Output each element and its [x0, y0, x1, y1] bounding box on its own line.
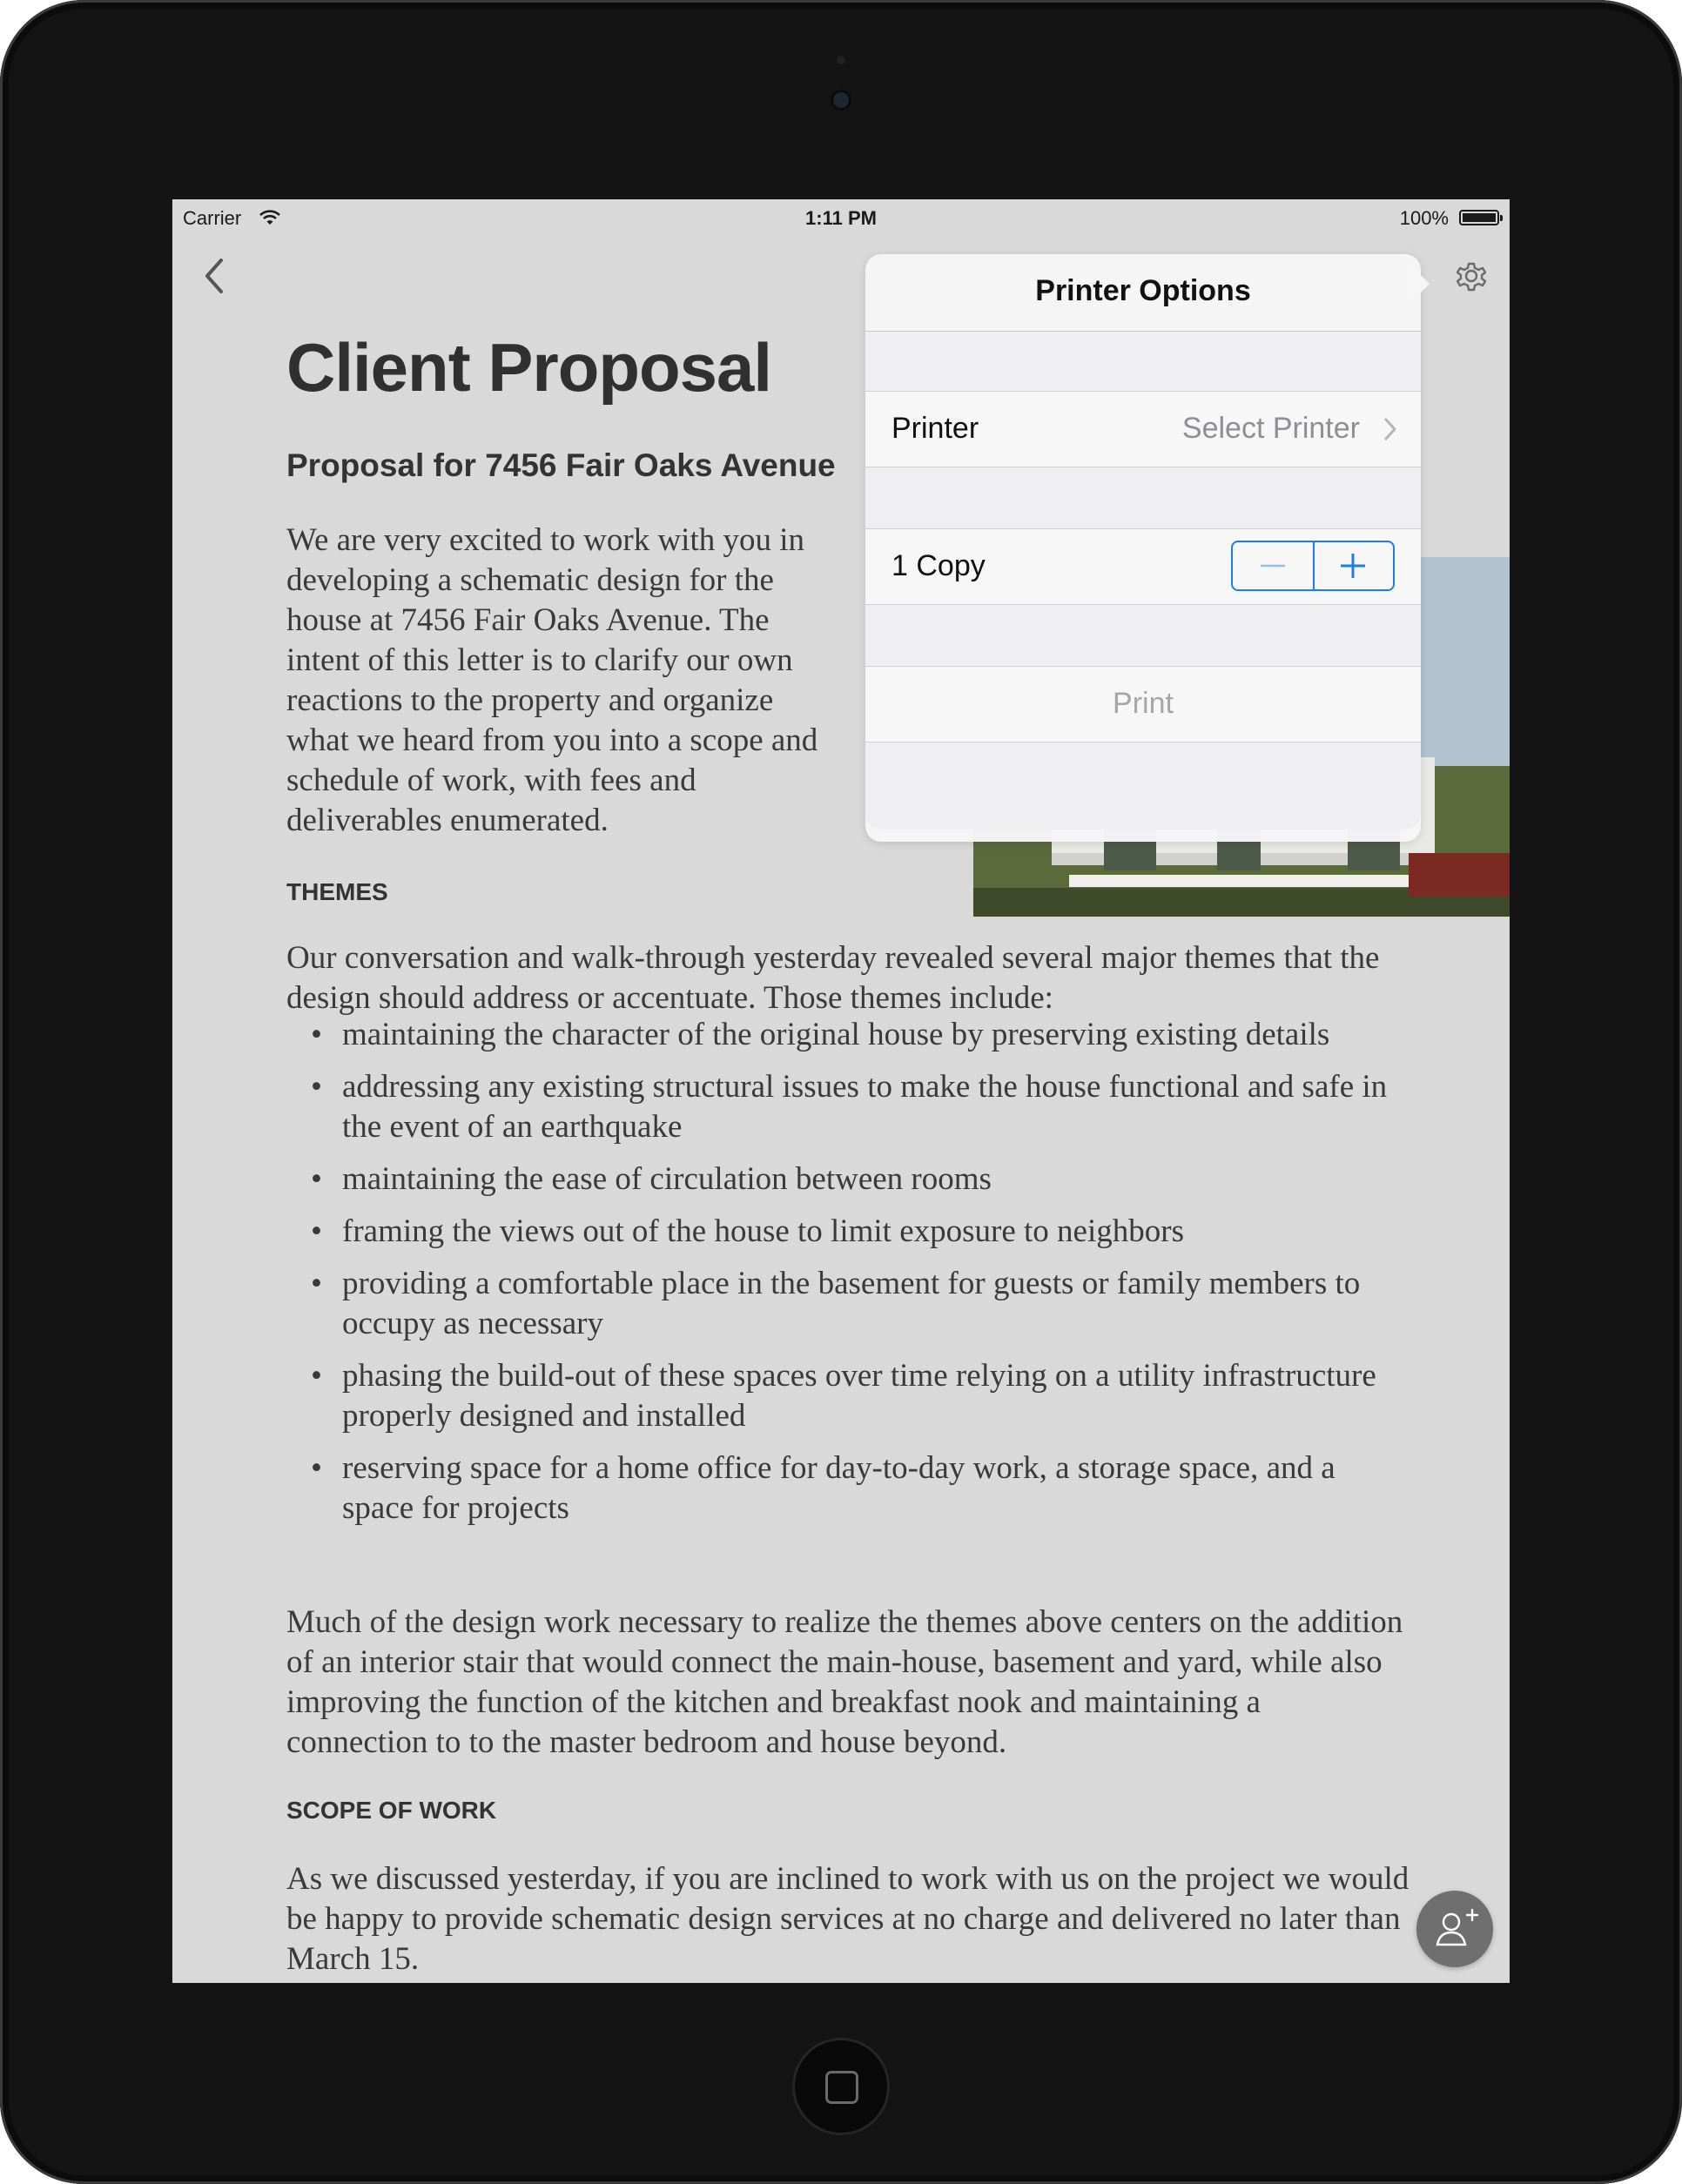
front-camera: [831, 90, 851, 111]
chevron-right-icon: [1383, 416, 1398, 442]
copies-stepper: [1231, 541, 1395, 591]
popover-header: [865, 254, 1421, 332]
screen: [172, 199, 1510, 1983]
themes-heading: THEMES: [286, 878, 388, 905]
document-title: Client Proposal: [286, 329, 772, 406]
copies-label: 1 Copy: [891, 549, 986, 582]
section-gap: [865, 743, 1421, 830]
gear-icon[interactable]: [1450, 255, 1492, 297]
document-subtitle: Proposal for 7456 Fair Oaks Avenue: [286, 447, 836, 483]
list-item: • addressing any existing structural issues to make the house functional and safe in the event of an earthquake: [286, 1067, 1410, 1147]
battery-percent: 100%: [1399, 207, 1449, 229]
carrier-label: Carrier: [183, 207, 242, 229]
list-item: • maintaining the ease of circulation between rooms: [286, 1159, 1410, 1200]
section-gap: [865, 605, 1421, 666]
list-item: • framing the views out of the house to limit exposure to neighbors: [286, 1212, 1410, 1252]
increment-button[interactable]: [1313, 542, 1393, 589]
print-label: Print: [1113, 687, 1174, 720]
add-person-icon: [1416, 1891, 1493, 1967]
select-printer-value: Select Printer: [1181, 412, 1360, 445]
minus-icon: [1233, 542, 1313, 589]
list-item: • maintaining the character of the original house by preserving existing details: [286, 1015, 1410, 1055]
printer-row[interactable]: [865, 391, 1421, 467]
list-item: • reserving space for a home office for day-to-day work, a storage space, and a space for projects: [286, 1448, 1410, 1529]
ambient-sensor: [837, 56, 845, 64]
status-time: 1:11 PM: [805, 207, 877, 229]
section-gap: [865, 332, 1421, 391]
decrement-button[interactable]: [1233, 542, 1315, 589]
plus-icon: [1313, 542, 1393, 589]
print-button[interactable]: [865, 666, 1421, 743]
home-button-icon: [825, 2071, 858, 2104]
themes-list: [286, 1015, 1410, 1541]
battery-icon: [1459, 210, 1499, 225]
back-chevron-icon[interactable]: [197, 252, 232, 300]
list-item: • providing a comfortable place in the basement for guests or family members to occupy as necessary: [286, 1264, 1410, 1344]
add-collaborator-button[interactable]: [1416, 1891, 1493, 1967]
popover-title: Printer Options: [1035, 274, 1251, 307]
scope-heading: SCOPE OF WORK: [286, 1797, 497, 1824]
closing-paragraph: Much of the design work necessary to realize the themes above centers on the addition of an interior stair that would connect the main-house, basement and yard, while also improving the function of the kitchen and breakfast nook and maintaining a connection to to the master bedroom and house beyond.: [286, 1604, 1403, 1760]
home-button[interactable]: [792, 2038, 890, 2135]
intro-paragraph: We are very excited to work with you in developing a schematic design for the house at 7456 Fair Oaks Avenue. The intent of this letter is to clarify our own reactions to the property and organize what we heard from you into a scope and schedule of work, with fees and deliverables enumerated.: [286, 522, 818, 838]
section-gap: [865, 467, 1421, 528]
list-item: • phasing the build-out of these spaces over time relying on a utility infrastructure properly designed and installed: [286, 1356, 1410, 1436]
printer-options-popover: [865, 254, 1421, 842]
status-bar: [172, 199, 1510, 238]
printer-label: Printer: [891, 412, 979, 445]
scope-paragraph: As we discussed yesterday, if you are inclined to work with us on the project we would be happy to provide schematic design services at no charge and delivered no later than March 15.: [286, 1861, 1410, 1977]
themes-intro-paragraph: Our conversation and walk-through yesterday revealed several major themes that the design should address or accentuate. Those themes include:: [286, 940, 1380, 1016]
copies-row: [865, 528, 1421, 605]
